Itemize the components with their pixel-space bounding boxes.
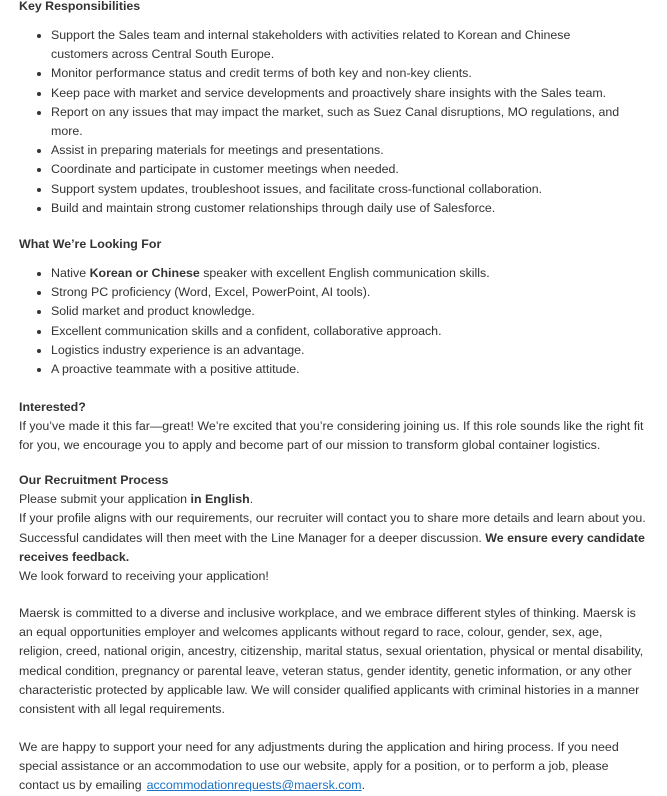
accommodation-end: .	[361, 778, 366, 793]
list-item: Strong PC proficiency (Word, Excel, PowerPoint, AI tools).	[19, 283, 629, 302]
equal-opportunity-section	[19, 604, 649, 719]
list-item-suffix: speaker with excellent English communication skills.	[199, 266, 490, 280]
accommodation-section	[19, 738, 649, 796]
recruitment-closing: We look forward to receiving your application!	[19, 569, 269, 584]
list-item	[19, 264, 629, 283]
list-item: Coordinate and participate in customer meetings when needed.	[19, 160, 629, 179]
list-item: Logistics industry experience is an advantage.	[19, 341, 629, 360]
list-item: Monitor performance status and credit terms of both key and non-key clients.	[19, 64, 629, 83]
list-item: Build and maintain strong customer relationships through daily use of Salesforce.	[19, 199, 629, 218]
submit-language: in English	[190, 492, 250, 507]
submit-instruction-suffix: .	[249, 492, 254, 507]
equal-opportunity-text: Maersk is committed to a diverse and inclusive workplace, and we embrace different styles of thinking. Maersk is an equal opportunities employer and welcomes applicants without regard to race, colour, gender, sex, age, religion, creed, national origin, ancestry, citizenship, marital status, sexual orientation, physical or mental disability, medical condition, pregnancy or parental leave, veteran status, gender identity, genetic information, or any other characteristic protected by applicable law. We will consider qualified applicants with criminal histories in a manner consistent with all legal requirements.	[19, 606, 644, 717]
list-item: Excellent communication skills and a confident, collaborative approach.	[19, 322, 629, 341]
interested-section	[19, 398, 649, 456]
list-item: Keep pace with market and service developments and proactively share insights with the Sales team.	[19, 84, 629, 103]
submit-instruction-prefix: Please submit your application	[19, 492, 191, 507]
list-item: Support system updates, troubleshoot issues, and facilitate cross-functional collaboration.	[19, 180, 629, 199]
submit-instruction	[19, 490, 649, 509]
recruitment-process-body: If your profile aligns with our requirements, our recruiter will contact you to share more details and learn about you. Successful candidates will then meet with the Line Manager for a deeper discussion.	[19, 511, 646, 545]
key-responsibilities-list	[19, 26, 629, 218]
list-item: A proactive teammate with a positive attitude.	[19, 360, 629, 379]
list-item: Assist in preparing materials for meetings and presentations.	[19, 141, 629, 160]
interested-heading: Interested?	[19, 400, 86, 414]
key-responsibilities-heading: Key Responsibilities	[19, 0, 141, 13]
recruitment-section	[19, 471, 649, 586]
list-item: Solid market and product knowledge.	[19, 302, 629, 321]
language-requirement: Korean or Chinese	[89, 266, 200, 280]
looking-for-list	[19, 264, 629, 379]
recruitment-process-text	[19, 509, 649, 567]
feedback-promise: We ensure every candidate receives feedback.	[19, 530, 645, 564]
list-item-prefix: Native	[51, 266, 90, 280]
accommodation-text	[19, 738, 649, 796]
looking-for-heading: What We’re Looking For	[19, 237, 162, 251]
accommodation-body: We are happy to support your need for any adjustments during the application and hiring process. If you need special assistance or an accommodation to use our website, apply for a position, or to perform a job, please contact us by emailing	[19, 740, 619, 793]
accommodation-email-link[interactable]: accommodationrequests@maersk.com	[146, 778, 362, 793]
list-item: Report on any issues that may impact the market, such as Suez Canal disruptions, MO regulations, and more.	[19, 103, 629, 141]
list-item: Support the Sales team and internal stakeholders with activities related to Korean and Chinese customers across Central South Europe.	[19, 26, 629, 64]
interested-text: If you’ve made it this far—great! We’re excited that you’re considering joining us. If this role sounds like the right fit for you, we encourage you to apply and become part of our mission to transform global container logistics.	[19, 419, 644, 453]
recruitment-heading: Our Recruitment Process	[19, 473, 169, 487]
